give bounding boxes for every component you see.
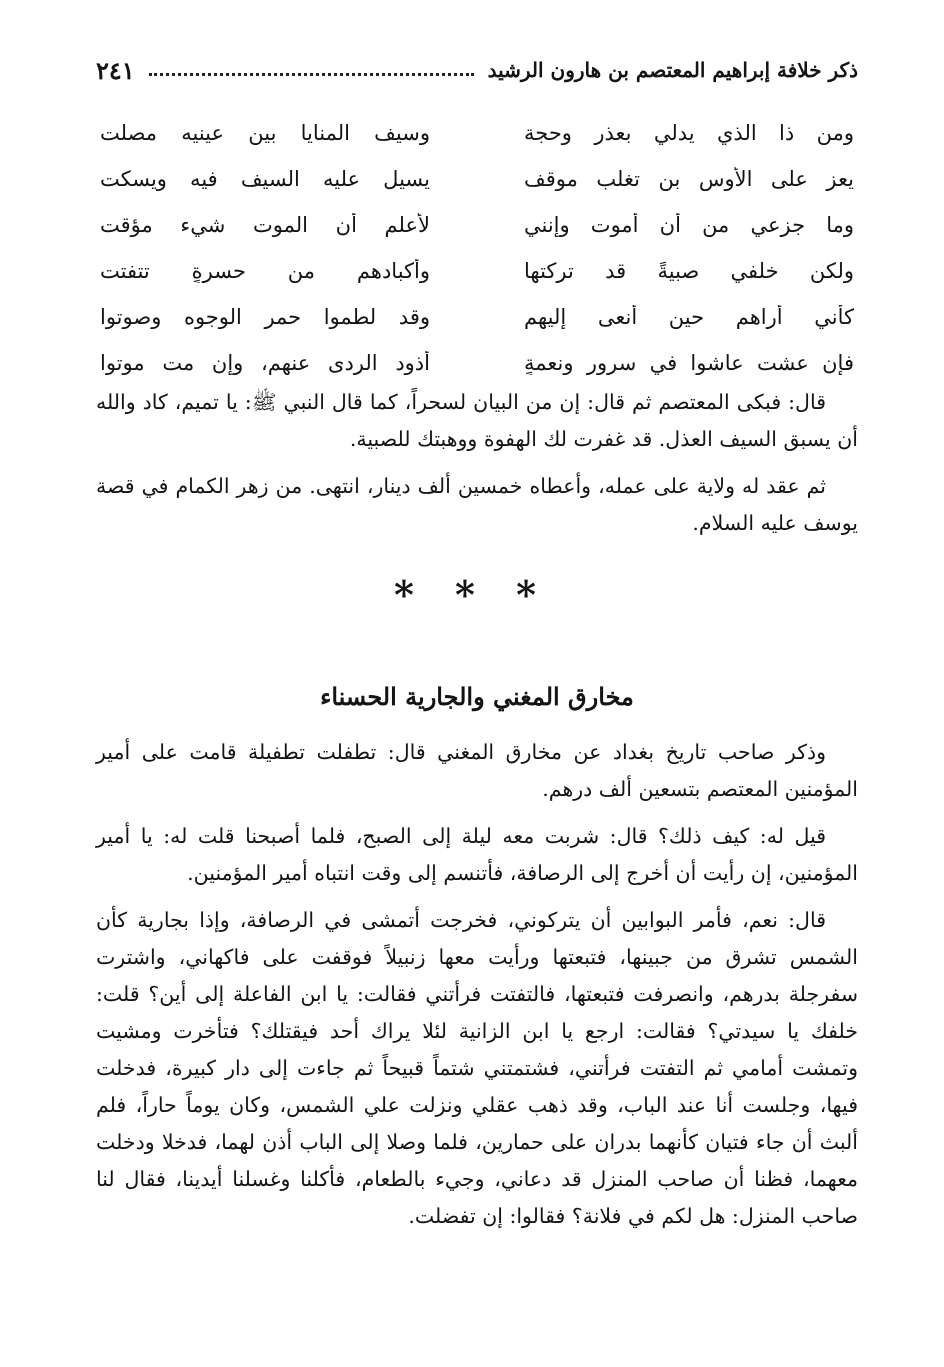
verse-second-hemistich: وقد لطموا حمر الوجوه وصوتوا (100, 305, 430, 329)
header-title: ذكر خلافة إبراهيم المعتصم بن هارون الرشيد (487, 58, 858, 82)
section-heading: مخارق المغني والجارية الحسناء (320, 682, 634, 711)
verse-second-hemistich: يسيل عليه السيف فيه ويسكت (100, 167, 430, 191)
header-dotted-leader (149, 73, 474, 76)
poem-verse (100, 340, 854, 386)
poem-verse (100, 110, 854, 156)
prose-block-1 (96, 384, 858, 552)
verse-first-hemistich: ولكن خلفي صبيةً قد تركتها (524, 259, 854, 283)
verse-first-hemistich: ومن ذا الذي يدلي بعذر وحجة (524, 121, 854, 145)
page-number: ٢٤١ (96, 55, 135, 85)
verse-first-hemistich: وما جزعي من أن أموت وإنني (524, 213, 854, 237)
verse-second-hemistich: وسيف المنايا بين عينيه مصلت (100, 121, 430, 145)
running-header (96, 50, 858, 90)
paragraph: وذكر صاحب تاريخ بغداد عن مخارق المغني قال: تطفلت تطفيلة قامت على أمير المؤمنين المعتصم بتسعين ألف درهم. (96, 740, 858, 801)
verse-first-hemistich: فإن عشت عاشوا في سرور ونعمةٍ (524, 351, 854, 375)
poem-verse (100, 294, 854, 340)
verse-second-hemistich: أذود الردى عنهم، وإن مت موتوا (100, 351, 430, 375)
paragraph: قيل له: كيف ذلك؟ قال: شربت معه ليلة إلى الصبح، فلما أصبحنا قلت له: يا أمير المؤمنين، إن رأيت أن أخرج إلى الرصافة، فأتنسم إلى وقت انتباه أمير المؤمنين. (96, 824, 858, 885)
paragraph: قال: فبكى المعتصم ثم قال: إن من البيان لسحراً، كما قال النبي ﷺ: يا تميم، كاد والله أن يسبق السيف العذل. قد غفرت لك الهفوة ووهبتك للصبية. (96, 390, 858, 451)
poem-verse (100, 156, 854, 202)
poem-verse (100, 248, 854, 294)
verse-first-hemistich: كأني أراهم حين أنعى إليهم (524, 305, 854, 329)
verse-first-hemistich: يعز على الأوس بن تغلب موقف (524, 167, 854, 191)
verse-second-hemistich: وأكبادهم من حسرةٍ تتفتت (100, 259, 430, 283)
section-separator: * * * (393, 572, 551, 617)
prose-block-2 (96, 734, 858, 1245)
poem-block (100, 110, 854, 386)
paragraph: قال: نعم، فأمر البوابين أن يتركوني، فخرجت أتمشى في الرصافة، وإذا بجارية كأن الشمس تشرق من جبينها، فتبعتها ورأيت معها زنبيلاً فوقفت على فاكهاني، واشترت سفرجلة بدرهم، وانصرفت فتبعتها، فالتفتت فرأتني فقالت: يا ابن الفاعلة إلى أين؟ قلت: خلفك يا سيدتي؟ فقالت: ارجع يا ابن الزانية لئلا يراك أحد فيقتلك؟ فتأخرت ومشيت وتمشت أمامي ثم التفتت فرأتني، فشتمتني شتماً قبيحاً ثم جاءت إلى دار كبيرة، فدخلت فيها، وجلست أنا عند الباب، وقد ذهب عقلي ونزلت علي الشمس، وكان يوماً حاراً، فلم ألبث أن جاء فتيان كأنهما بدران على حمارين، فلما وصلا إلى الباب أذن لهما، فدخلا ودخلت معهما، فظنا أن صاحب المنزل قد دعاني، وجيء بالطعام، فأكلنا وغسلنا أيدينا، فقال لنا صاحب المنزل: هل لكم في فلانة؟ فقالوا: إن تفضلت. (96, 908, 858, 1228)
paragraph: ثم عقد له ولاية على عمله، وأعطاه خمسين ألف دينار، انتهى. من زهر الكمام في قصة يوسف عليه السلام. (96, 474, 858, 535)
verse-second-hemistich: لأعلم أن الموت شيء مؤقت (100, 213, 430, 237)
poem-verse (100, 202, 854, 248)
